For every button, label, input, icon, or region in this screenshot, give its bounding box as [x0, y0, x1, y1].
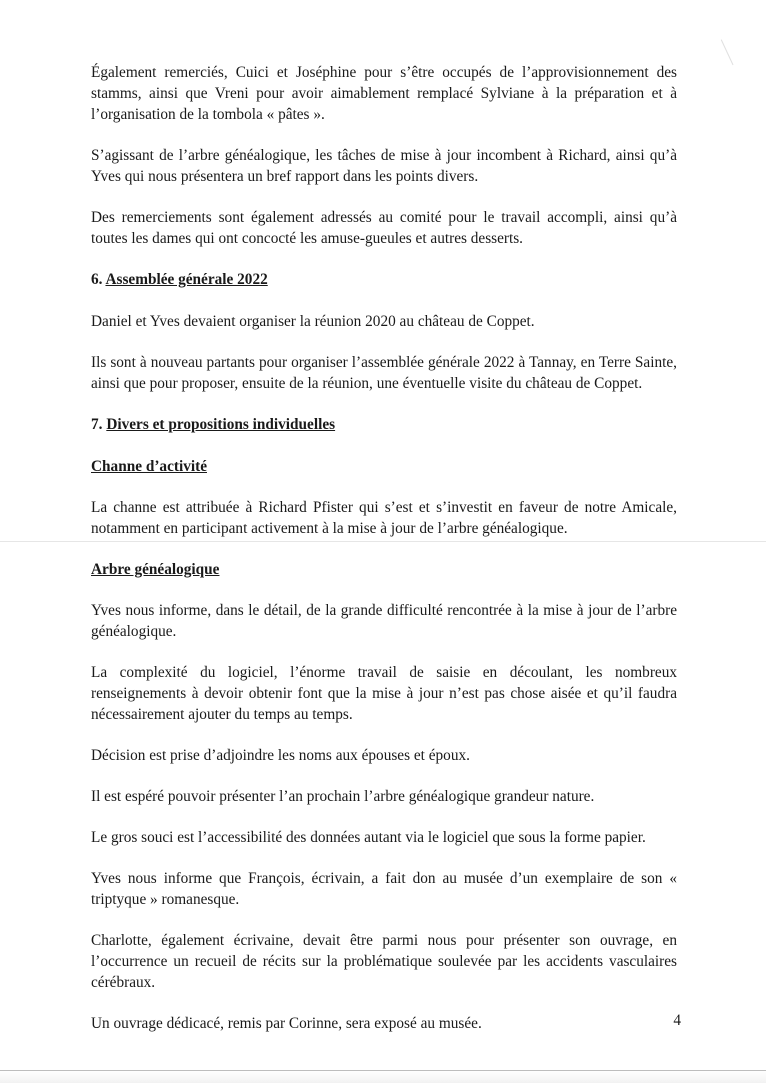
section-6-paragraph: Ils sont à nouveau partants pour organiser l’assemblée générale 2022 à Tannay, en Terre Sainte, ainsi que pour proposer, ensuite de la réunion, une éventuelle visite du château de Coppet. — [91, 354, 677, 392]
arbre-paragraph: Un ouvrage dédicacé, remis par Corinne, sera exposé au musée. — [91, 1015, 482, 1032]
arbre-paragraph: La complexité du logiciel, l’énorme travail de saisie en découlant, les nombreux renseignements à devoir obtenir font que la mise à jour n’est pas chose aisée et qu’il faudra nécessairement ajouter du temps au temps. — [91, 664, 677, 723]
scan-artifact — [714, 39, 734, 68]
page-bottom-edge — [0, 1070, 766, 1083]
arbre-paragraph: Il est espéré pouvoir présenter l’an prochain l’arbre généalogique grandeur nature. — [91, 788, 595, 805]
section-6-number: 6. — [91, 271, 103, 288]
arbre-paragraph: Yves nous informe, dans le détail, de la grande difficulté rencontrée à la mise à jour de l’arbre généalogique. — [91, 602, 677, 640]
paragraph-thanks-volunteers: Également remerciés, Cuici et Joséphine pour s’être occupés de l’approvisionnement des stamms, ainsi que Vreni pour avoir aimablement remplacé Sylviane à la préparation et à l’organisation de la tombola « pâtes ». — [91, 64, 677, 123]
section-7-heading — [91, 414, 677, 435]
arbre-paragraph: Yves nous informe que François, écrivain, a fait don au musée d’un exemplaire de son « triptyque » romanesque. — [91, 870, 677, 908]
arbre-paragraph: Charlotte, également écrivaine, devait être parmi nous pour présenter son ouvrage, en l’occurrence un recueil de récits sur la problématique soulevée par les accidents vasculaires cérébraux. — [91, 932, 677, 991]
section-6-title: Assemblée générale 2022 — [105, 271, 268, 288]
page-number: 4 — [673, 1012, 681, 1029]
arbre-paragraph: Décision est prise d’adjoindre les noms aux épouses et époux. — [91, 747, 470, 764]
arbre-paragraph: Le gros souci est l’accessibilité des données autant via le logiciel que sous la forme papier. — [91, 829, 646, 846]
arbre-heading: Arbre généalogique — [91, 561, 220, 578]
scan-streak — [0, 541, 766, 542]
section-6-heading — [91, 269, 677, 290]
section-7-number: 7. — [91, 416, 103, 433]
paragraph-family-tree-tasks: S’agissant de l’arbre généalogique, les tâches de mise à jour incombent à Richard, ainsi qu’à Yves qui nous présentera un bref rapport dans les points divers. — [91, 147, 677, 185]
section-6-paragraph: Daniel et Yves devaient organiser la réunion 2020 au château de Coppet. — [91, 313, 535, 330]
section-7-title: Divers et propositions individuelles — [106, 416, 336, 433]
document-body — [91, 62, 677, 1054]
channe-heading: Channe d’activité — [91, 458, 207, 475]
channe-paragraph: La channe est attribuée à Richard Pfister qui s’est et s’investit en faveur de notre Amicale, notamment en participant activement à la mise à jour de l’arbre généalogique. — [91, 499, 677, 537]
paragraph-thanks-committee: Des remerciements sont également adressés au comité pour le travail accompli, ainsi qu’à toutes les dames qui ont concocté les amuse-gueules et autres desserts. — [91, 209, 677, 247]
